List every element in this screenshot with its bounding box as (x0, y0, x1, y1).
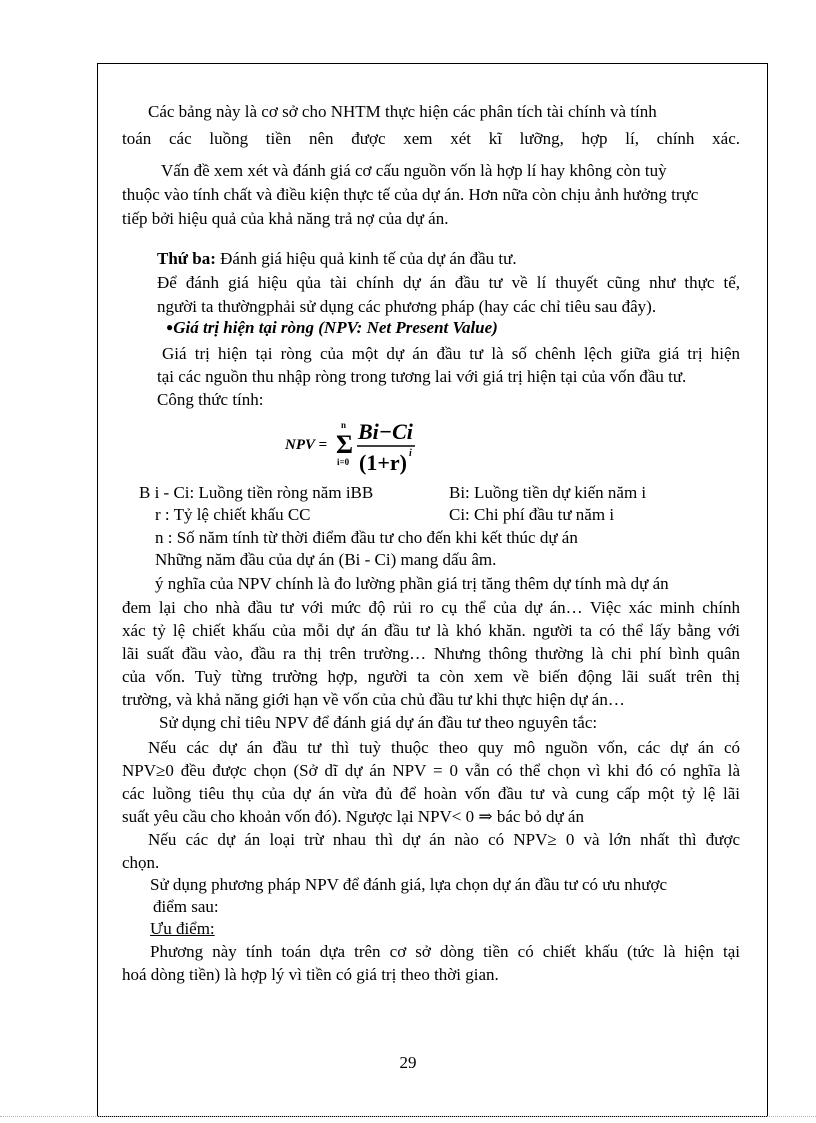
para5-line6: trường, và khả năng giới hạn về vốn của chủ đầu tư khi thực hiện dự án… (122, 690, 625, 709)
page-bottom-rule (0, 1116, 816, 1117)
para5-line1: ý nghĩa của NPV chính là đo lường phần giá trị tăng thêm dự tính mà dự án (155, 574, 669, 593)
para10-line1: Phương này tính toán dựa trên cơ sở dòng tiền có chiết khấu (tức là hiện tại (150, 942, 740, 961)
npv-heading-line (166, 317, 498, 338)
def1-left: B i - Ci: Luồng tiền ròng năm iBB (139, 483, 374, 502)
formula-sum-lower: i=0 (337, 457, 350, 467)
para9-line1: Sử dụng phương pháp NPV để đánh giá, lựa chọn dự án đầu tư có ưu nhược (150, 875, 668, 894)
formula-lhs: NPV = (285, 437, 328, 453)
para2-line3: tiếp bởi hiệu quả của khả năng trả nợ của dự án. (122, 209, 449, 228)
npv-formula (285, 410, 435, 478)
def1-right: Bi: Luồng tiền dự kiến năm i (449, 483, 647, 502)
para8-line1: Nếu các dự án loại trừ nhau thì dự án nào có NPV≥ 0 và lớn nhất thì được (148, 830, 740, 849)
para7-line3: các luồng tiêu thụ của dự án vừa đủ để hoàn vốn đầu tư và cung cấp một tỷ lệ lãi (122, 784, 740, 803)
para5-line5: của vốn. Tuỳ từng trường hợp, người ta còn xem về biến động lãi suất trên thị (122, 667, 740, 686)
para4-line2: tại các nguồn thu nhập ròng trong tương lai với giá trị hiện tại của vốn đầu tư. (157, 367, 687, 386)
para7-line2: NPV≥0 đều được chọn (Sở dĩ dự án NPV = 0 vẫn có thể chọn vì khi đó có nghĩa là (122, 761, 740, 780)
para5-line3: xác tỷ lệ chiết khấu của mỗi dự án đầu tư là khó khăn. người ta có thể lấy bằng với (122, 621, 740, 640)
third-label: Thứ ba: (157, 249, 216, 268)
page-number: 29 (399, 1053, 417, 1072)
para3-line2: người ta thườngphải sử dụng các phương pháp (hay các chỉ tiêu sau đây). (157, 297, 657, 316)
formula-label: Công thức tính: (157, 390, 264, 409)
def2-left: r : Tỷ lệ chiết khấu CC (155, 505, 311, 524)
para1-line1: Các bảng này là cơ sở cho NHTM thực hiện các phân tích tài chính và tính (148, 102, 657, 121)
para1-line2: toán các luồng tiền nên được xem xét kĩ lưỡng, hợp lí, chính xác. (122, 129, 740, 148)
def4: Những năm đầu của dự án (Bi - Ci) mang dấu âm. (155, 550, 497, 569)
formula-exponent: i (409, 448, 412, 459)
def2-right: Ci: Chi phí đầu tư năm i (449, 505, 615, 524)
para7-line4: suất yêu cầu cho khoản vốn đó). Ngược lại NPV< 0 ⇒ bác bỏ dự án (122, 807, 584, 826)
formula-sum-upper: n (341, 420, 347, 430)
para8-line2: chọn. (122, 853, 160, 872)
para7-line1: Nếu các dự án đầu tư thì tuỳ thuộc theo quy mô nguồn vốn, các dự án có (148, 738, 740, 757)
npv-heading: Giá trị hiện tại ròng (NPV: Net Present Value) (173, 318, 498, 337)
para5-line2: đem lại cho nhà đầu tư với mức độ rủi ro cụ thể của dự án… Việc xác minh chính (122, 598, 740, 617)
para3-line1: Để đánh giá hiệu qủa tài chính dự án đầu tư về lí thuyết cũng như thực tế, (157, 273, 740, 292)
formula-sigma: Σ (336, 430, 353, 459)
para10-line2: hoá dòng tiền) là hợp lý vì tiền có giá trị theo thời gian. (122, 965, 499, 984)
para5-line4: lãi suất đầu vào, đầu ra thị trên trường… Nhưng thông thường là chi phí bình quân (122, 644, 740, 663)
def3: n : Số năm tính từ thời điểm đầu tư cho đến khi kết thúc dự án (155, 528, 578, 547)
bullet-icon: ● (166, 320, 174, 334)
para9-line2: điểm sau: (153, 897, 219, 916)
formula-numerator: Bi−Ci (358, 419, 413, 444)
para6: Sử dụng chỉ tiêu NPV để đánh giá dự án đầu tư theo nguyên tắc: (159, 713, 598, 732)
para4-line1: Giá trị hiện tại ròng của một dự án đầu tư là số chênh lệch giữa giá trị hiện (162, 344, 740, 363)
para2-line1: Vấn đề xem xét và đánh giá cơ cấu nguồn vốn là hợp lí hay không còn tuỳ (161, 161, 667, 180)
third-section-line (157, 248, 517, 269)
para2-line2: thuộc vào tính chất và điều kiện thực tế của dự án. Hơn nữa còn chịu ảnh hưởng trực (122, 185, 699, 204)
advantages-heading: Ưu điểm: (150, 919, 215, 938)
third-text: Đánh giá hiệu quả kinh tế của dự án đầu tư. (215, 249, 517, 268)
formula-denominator: (1+r) (359, 450, 407, 475)
